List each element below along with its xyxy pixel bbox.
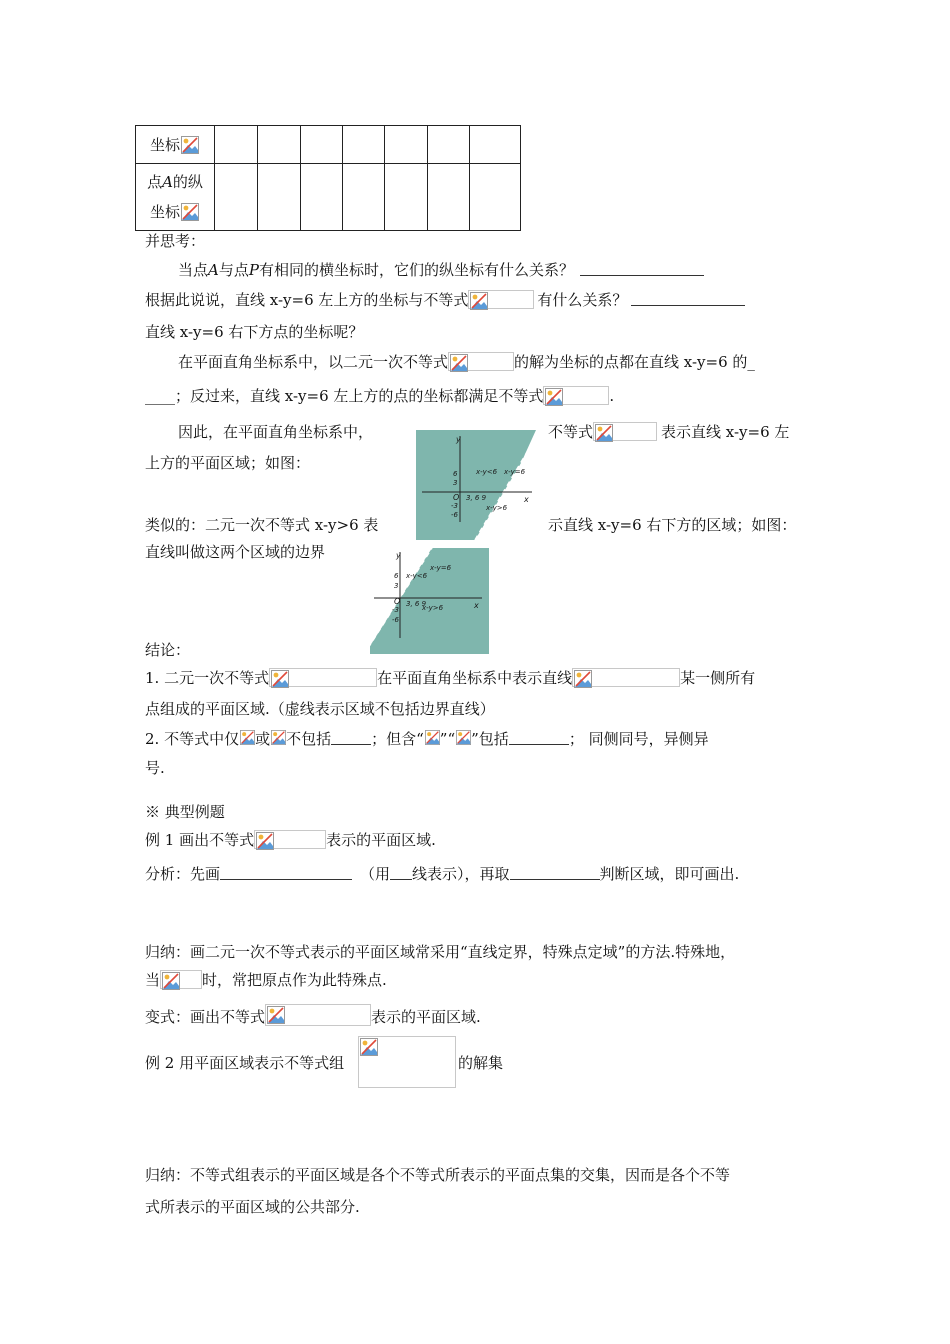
answer-blank — [631, 291, 745, 306]
variation-post: 表示的平面区域. — [371, 1008, 481, 1026]
y-axis-label: y — [456, 435, 461, 444]
tick-label: 3, 6 9 — [406, 600, 427, 608]
analysis-mid1: （用 — [360, 865, 391, 883]
variation — [145, 1004, 481, 1027]
broken-image-icon — [270, 729, 286, 748]
q1-text: 当点 — [178, 261, 209, 279]
c2-text: 2. 不等式中仅 — [145, 730, 240, 748]
broken-image-icon — [424, 729, 440, 748]
broken-image-icon — [265, 1004, 371, 1026]
answer-blank — [510, 865, 600, 880]
p1-text: 在平面直角坐标系中，以二元一次不等式 — [178, 353, 449, 371]
c2-exclude: 不包括 — [286, 730, 332, 748]
c2-include: ”包括 — [471, 730, 509, 748]
tick-label: -6 — [392, 616, 399, 624]
x-axis-label: x — [474, 601, 479, 610]
figure-2-region-lower-right — [370, 548, 489, 654]
section-heading: ※ 典型例题 — [145, 803, 225, 821]
analysis-text: 分析：先画 — [145, 865, 221, 883]
paragraph-3-right — [548, 422, 789, 442]
q2-text: 根据此说说，直线 x-y=6 左上方的坐标与不等式 — [145, 291, 469, 309]
p2-text: ____；反过来，直线 x-y=6 左上方的点的坐标都满足不等式 — [145, 387, 544, 405]
tick-label: 3 — [453, 479, 458, 487]
paragraph-4: 上方的平面区域；如图： — [145, 454, 311, 472]
paragraph-5-right: 示直线 x-y=6 右下方的区域；如图： — [548, 516, 797, 534]
broken-image-icon — [180, 202, 200, 221]
broken-image-icon — [572, 668, 680, 687]
tick-label: -3 — [392, 606, 399, 614]
c1-text: 1. 二元一次不等式 — [145, 669, 270, 687]
x-axis-label: x — [524, 495, 529, 504]
broken-image-icon — [455, 729, 471, 748]
summary-2-line2: 式所表示的平面区域的公共部分. — [145, 1198, 360, 1216]
broken-image-icon — [254, 830, 326, 849]
example-1 — [145, 830, 436, 850]
paragraph-3-left: 因此，在平面直角坐标系中， — [178, 423, 374, 441]
answer-blank — [331, 730, 371, 745]
q1-post: 有相同的横坐标时，它们的纵坐标有什么关系？ — [258, 261, 574, 279]
p1-post: 的解为坐标的点都在直线 x-y=6 的_ — [514, 353, 755, 371]
label-less-than: x-y<6 — [406, 572, 428, 580]
example-2-text: 例 2 用平面区域表示不等式组 — [145, 1054, 345, 1072]
label-greater-than: x-y>6 — [422, 604, 444, 612]
question-3: 直线 x-y=6 右下方点的坐标呢？ — [145, 323, 364, 341]
coordinate-table — [135, 125, 521, 231]
answer-blank — [509, 730, 569, 745]
question-2 — [145, 290, 745, 310]
point-a: A — [208, 261, 219, 279]
c2-rule: ； 同侧同号，异侧异 — [568, 730, 709, 748]
tick-label: -6 — [451, 511, 458, 519]
analysis — [145, 864, 739, 884]
answer-blank — [220, 865, 352, 880]
conclusion-1-line2: 点组成的平面区域.（虚线表示区域不包括边界直线） — [145, 700, 495, 718]
c1-post: 某一侧所有 — [680, 669, 756, 687]
figure-1-region-upper-left — [416, 430, 536, 540]
conclusion-1 — [145, 668, 755, 688]
ex1-post: 表示的平面区域. — [326, 831, 436, 849]
tick-label: 6 — [394, 572, 399, 580]
broken-image-icon — [160, 970, 202, 989]
broken-image-icon — [593, 422, 657, 441]
summary-1-line1: 归纳：画二元一次不等式表示的平面区域常采用“直线定界，特殊点定域”的方法.特殊地， — [145, 943, 736, 961]
example-2-post: 的解集 — [458, 1054, 504, 1072]
analysis-mid2: 线表示），再取 — [412, 865, 510, 883]
table-row2-label: 点 — [147, 173, 163, 191]
broken-image-icon — [468, 290, 534, 309]
figure-1-plot — [416, 430, 536, 540]
summary-2-line1: 归纳：不等式组表示的平面区域是各个不等式所表示的平面点集的交集，因而是各个不等 — [145, 1166, 731, 1184]
label-equal: x-y=6 — [430, 564, 452, 572]
broken-image-icon — [269, 668, 377, 687]
tick-label: 3 — [394, 582, 399, 590]
label-less-than: x-y<6 — [476, 468, 498, 476]
broken-image-icon — [543, 386, 609, 405]
figure-2-plot — [370, 548, 489, 654]
analysis-post: 判断区域，即可画出. — [599, 865, 740, 883]
tick-label: 6 — [453, 470, 458, 478]
conclusion-2 — [145, 729, 709, 749]
y-axis-label: y — [396, 551, 401, 560]
sum1-post: 时，常把原点作为此特殊点. — [202, 971, 387, 989]
broken-image-icon — [239, 729, 255, 748]
summary-1-line2 — [145, 970, 387, 990]
answer-blank — [390, 865, 412, 880]
table-cell-label — [136, 164, 215, 231]
q1-mid: 与点 — [218, 261, 249, 279]
c1-mid: 在平面直角坐标系中表示直线 — [377, 669, 573, 687]
ex1-text: 例 1 画出不等式 — [145, 831, 255, 849]
origin-label: O — [394, 597, 401, 606]
p2-post: . — [609, 387, 615, 405]
variation-text: 变式：画出不等式 — [145, 1008, 266, 1026]
broken-image-icon — [180, 135, 200, 154]
conclusion-2-line2: 号. — [145, 759, 165, 777]
broken-image-icon — [358, 1036, 456, 1088]
table-row1-label: 坐标 — [149, 136, 180, 154]
paragraph-1 — [178, 352, 755, 372]
table-row2-label-tail: 的纵 — [172, 173, 203, 191]
paragraph-2 — [145, 386, 614, 406]
answer-blank — [580, 261, 704, 276]
table-row2-label-line2: 坐标 — [149, 203, 180, 221]
tick-label: -3 — [451, 502, 458, 510]
c2-quote: ”“ — [439, 730, 456, 748]
table-cell-label — [136, 126, 215, 164]
paragraph-6: 直线叫做这两个区域的边界 — [145, 543, 326, 561]
broken-image-icon — [448, 352, 514, 371]
think-line: 并思考： — [145, 232, 206, 250]
origin-label: O — [453, 493, 460, 502]
label-equal: x-y=6 — [504, 468, 526, 476]
conclusion-heading: 结论： — [145, 641, 191, 659]
c2-or: 或 — [255, 730, 271, 748]
question-1 — [178, 260, 704, 280]
point-p: P — [248, 261, 259, 279]
tick-label: 3, 6 9 — [466, 494, 487, 502]
c2-but: ；但含“ — [371, 730, 424, 748]
label-greater-than: x-y>6 — [486, 504, 508, 512]
point-a-label: A — [162, 173, 173, 191]
p3-right-text: 不等式 — [548, 423, 594, 441]
paragraph-5-left: 类似的：二元一次不等式 x-y>6 表 — [145, 516, 379, 534]
sum1-pre: 当 — [145, 971, 161, 989]
q2-post: 有什么关系？ — [537, 291, 628, 309]
p3-right-post: 表示直线 x-y=6 左 — [661, 423, 790, 441]
